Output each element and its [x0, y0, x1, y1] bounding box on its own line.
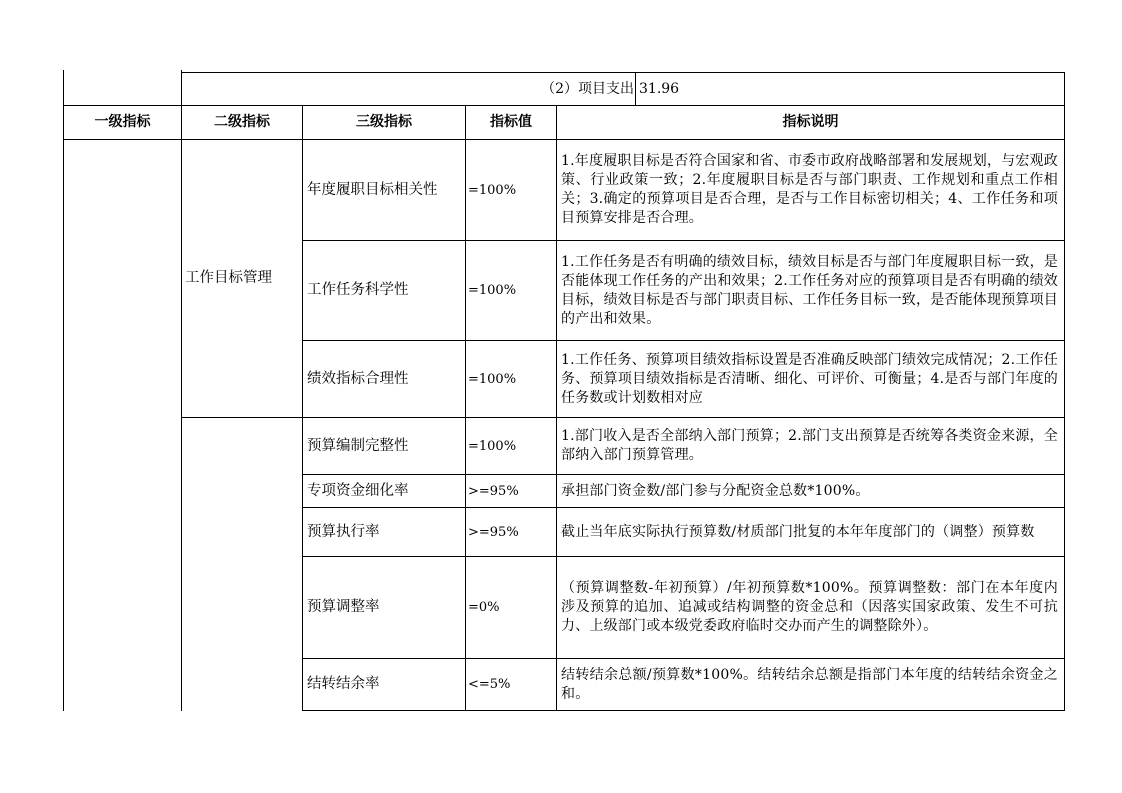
table-row-value: =100%: [468, 371, 517, 387]
grid-line: [635, 72, 636, 105]
table-row-level3: 年度履职目标相关性: [307, 181, 438, 198]
table-row-description: 承担部门资金数/部门参与分配资金总数*100%。: [561, 482, 870, 499]
header-level3: 三级指标: [356, 114, 412, 130]
table-row-description: 1.年度履职目标是否符合国家和省、市委市政府战略部署和发展规划，与宏观政策、行业政策一致；2.年度履职目标是否与部门职责、工作规划和重点工作相关；3.确定的预算项目是否合理，是否与工作目标密切相关；4、工作任务和项目预算安排是否合理。: [561, 153, 1058, 226]
level2-work-goal-management: 工作目标管理: [185, 270, 272, 286]
project-expense-label: （2）项目支出: [541, 80, 634, 97]
table-row-level3: 专项资金细化率: [307, 482, 409, 499]
table-row-value: =0%: [468, 600, 500, 615]
grid-line: [1064, 72, 1065, 711]
table-row-level3: 工作任务科学性: [307, 282, 409, 298]
table-row-value: >=95%: [468, 483, 519, 499]
header-level2: 二级指标: [214, 114, 270, 130]
header-description: 指标说明: [782, 114, 839, 130]
table-row-description: （预算调整数-年初预算）/年初预算数*100%。预算调整数：部门在本年度内涉及预算的追加、追减或结构调整的资金总和（因落实国家政策、发生不可抗力、上级部门或本级党委政府临时交办而产生的调整除外）。: [561, 580, 1058, 634]
table-row-level3: 预算编制完整性: [307, 437, 409, 454]
grid-line: [302, 710, 1065, 711]
table-row-value: <=5%: [468, 677, 511, 692]
table-row-description: 1.部门收入是否全部纳入部门预算；2.部门支出预算是否统筹各类资金来源，全部纳入部门预算管理。: [561, 428, 1058, 463]
table-row-level3: 结转结余率: [307, 676, 380, 692]
table-row-value: =100%: [468, 283, 517, 298]
table-row-level3: 预算执行率: [307, 523, 380, 540]
grid-line: [63, 70, 64, 711]
table-row-description: 1.工作任务、预算项目绩效指标设置是否准确反映部门绩效完成情况；2.工作任务、预算项目绩效指标是否清晰、细化、可评价、可衡量；4.是否与部门年度的任务数或计划数相对应: [561, 351, 1058, 406]
table-row-level3: 绩效指标合理性: [307, 370, 409, 387]
table-row-level3: 预算调整率: [307, 599, 380, 615]
table-row-description: 结转结余总额/预算数*100%。结转结余总额是指部门本年度的结转结余资金之和。: [561, 666, 1058, 702]
table-row-value: =100%: [468, 438, 517, 454]
table-row-description: 截止当年底实际执行预算数/材质部门批复的本年年度部门的（调整）预算数: [561, 523, 1035, 540]
project-expense-value: 31.96: [639, 80, 680, 97]
header-value: 指标值: [490, 114, 532, 130]
header-level1: 一级指标: [94, 114, 151, 130]
level2-budget-group: [182, 418, 302, 710]
table-row-value: >=95%: [468, 524, 519, 540]
table-row-value: =100%: [468, 182, 517, 198]
table-row-description: 1.工作任务是否有明确的绩效目标，绩效目标是否与部门年度履职目标一致，是否能体现工作任务的产出和效果；2.工作任务对应的预算项目是否有明确的绩效目标，绩效目标是否与部门职责目标、工作任务目标一致，是否能体现预算项目的产出和效果。: [561, 253, 1058, 327]
